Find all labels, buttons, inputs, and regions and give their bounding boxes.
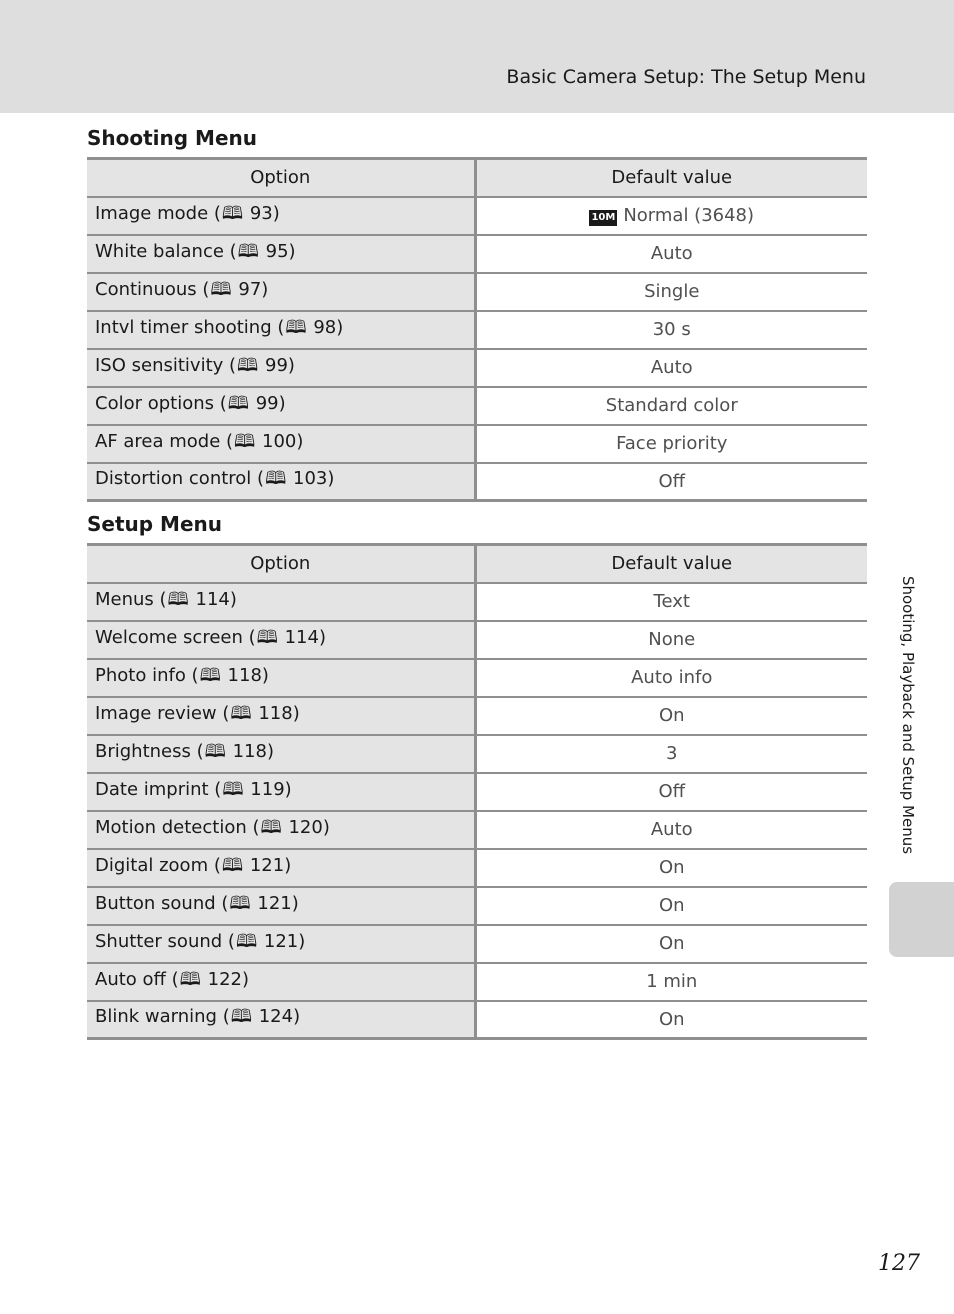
default-value-cell — [475, 811, 867, 849]
table-row — [87, 235, 867, 273]
option-label: AF area mode ( — [95, 430, 234, 452]
option-label: Blink warning ( — [95, 1006, 230, 1028]
option-label: Image mode ( — [95, 202, 221, 224]
default-value-cell — [475, 963, 867, 1001]
table-row — [87, 735, 867, 773]
header-title: Basic Camera Setup: The Setup Menu — [506, 66, 866, 88]
default-value: On — [658, 895, 685, 916]
default-value: Off — [658, 470, 686, 492]
side-tab-label: Shooting, Playback and Setup Menus — [899, 575, 917, 855]
page-reference: 95 — [265, 240, 289, 262]
option-label: Auto off ( — [95, 968, 179, 990]
page-reference: 121 — [263, 930, 299, 952]
option-label: ISO sensitivity ( — [95, 354, 237, 376]
default-value-cell — [475, 273, 867, 311]
default-value: On — [658, 1008, 685, 1030]
column-header-default-value: Default value — [475, 545, 867, 583]
book-reference-icon: 🕮 — [285, 316, 307, 338]
default-value: Auto — [650, 357, 693, 378]
setup-menu-rows — [87, 583, 867, 1039]
default-value-cell — [475, 621, 867, 659]
option-cell — [87, 235, 475, 273]
default-value-cell — [475, 735, 867, 773]
closing-parenthesis: ) — [292, 702, 300, 724]
closing-parenthesis: ) — [272, 202, 280, 224]
table-row — [87, 773, 867, 811]
book-reference-icon: 🕮 — [204, 740, 226, 762]
page-reference: 114 — [284, 626, 319, 648]
closing-parenthesis: ) — [293, 1006, 301, 1028]
default-value: 3 — [666, 743, 678, 764]
default-value: On — [658, 857, 685, 878]
page-reference: 97 — [238, 278, 262, 300]
book-reference-icon: 🕮 — [230, 702, 252, 724]
table-row — [87, 197, 867, 235]
default-value-cell — [475, 387, 867, 425]
page-reference: 114 — [195, 588, 230, 610]
default-value-cell — [475, 887, 867, 925]
closing-parenthesis: ) — [318, 626, 326, 648]
book-reference-icon: 🕮 — [235, 930, 258, 952]
table-header-row — [87, 159, 867, 197]
option-cell — [87, 735, 475, 773]
table-row — [87, 1001, 867, 1039]
book-reference-icon: 🕮 — [167, 588, 189, 610]
default-value: Normal (3648) — [623, 205, 755, 226]
book-reference-icon: 🕮 — [256, 626, 278, 648]
option-label: Button sound ( — [95, 892, 229, 914]
page-reference: 98 — [313, 316, 337, 338]
option-cell — [87, 849, 475, 887]
page-reference: 119 — [250, 778, 285, 800]
page-reference: 100 — [262, 430, 297, 452]
closing-parenthesis: ) — [266, 740, 274, 762]
default-value: Text — [653, 591, 690, 612]
option-cell — [87, 463, 475, 501]
closing-parenthesis: ) — [284, 854, 292, 876]
shooting-menu-rows — [87, 197, 867, 501]
table-row — [87, 583, 867, 621]
book-reference-icon: 🕮 — [227, 392, 249, 414]
page-reference: 124 — [258, 1006, 294, 1028]
page-reference: 93 — [249, 202, 273, 224]
default-value: On — [658, 705, 685, 726]
option-cell — [87, 659, 475, 697]
column-header-default-value: Default value — [475, 159, 867, 197]
closing-parenthesis: ) — [322, 816, 330, 838]
setup-menu-title: Setup Menu — [87, 512, 222, 536]
default-value: 30 s — [652, 319, 691, 340]
default-value-cell — [475, 197, 867, 235]
page-reference: 99 — [255, 392, 279, 414]
book-reference-icon: 🕮 — [229, 892, 251, 914]
option-label: Welcome screen ( — [95, 626, 256, 648]
option-label: White balance ( — [95, 240, 237, 262]
closing-parenthesis: ) — [229, 588, 237, 610]
option-cell — [87, 197, 475, 235]
closing-parenthesis: ) — [298, 930, 306, 952]
shooting-menu-title: Shooting Menu — [87, 126, 257, 150]
image-mode-10m-icon: 10M — [589, 210, 617, 226]
page-reference: 118 — [232, 740, 267, 762]
book-reference-icon: 🕮 — [237, 354, 259, 376]
book-reference-icon: 🕮 — [237, 240, 259, 262]
option-cell — [87, 425, 475, 463]
option-label: Intvl timer shooting ( — [95, 316, 285, 338]
default-value-cell — [475, 849, 867, 887]
table-row — [87, 349, 867, 387]
option-cell — [87, 963, 475, 1001]
table-header-row — [87, 545, 867, 583]
table-row — [87, 963, 867, 1001]
page-reference: 121 — [249, 854, 285, 876]
book-reference-icon: 🕮 — [260, 816, 282, 838]
closing-parenthesis: ) — [336, 316, 344, 338]
book-reference-icon: 🕮 — [221, 202, 244, 224]
option-cell — [87, 925, 475, 963]
default-value-cell — [475, 583, 867, 621]
option-cell — [87, 773, 475, 811]
option-label: Digital zoom ( — [95, 854, 221, 876]
default-value-cell — [475, 235, 867, 273]
book-reference-icon: 🕮 — [221, 854, 244, 876]
page-reference: 118 — [227, 664, 262, 686]
option-cell — [87, 349, 475, 387]
book-reference-icon: 🕮 — [234, 430, 256, 452]
table-row — [87, 463, 867, 501]
column-header-option: Option — [87, 545, 475, 583]
table-row — [87, 659, 867, 697]
page-reference: 118 — [258, 702, 293, 724]
closing-parenthesis: ) — [261, 278, 269, 300]
option-label: Motion detection ( — [95, 816, 260, 838]
option-label: Image review ( — [95, 702, 230, 724]
default-value: Auto — [650, 819, 693, 840]
closing-parenthesis: ) — [242, 968, 250, 990]
option-cell — [87, 697, 475, 735]
closing-parenthesis: ) — [287, 354, 295, 376]
closing-parenthesis: ) — [284, 778, 292, 800]
table-row — [87, 811, 867, 849]
option-label: Continuous ( — [95, 278, 210, 300]
table-row — [87, 425, 867, 463]
default-value-cell — [475, 659, 867, 697]
option-cell — [87, 621, 475, 659]
option-cell — [87, 887, 475, 925]
page-reference: 103 — [293, 468, 328, 490]
side-tab-marker — [889, 882, 954, 957]
page-reference: 122 — [207, 968, 242, 990]
option-label: Brightness ( — [95, 740, 204, 762]
default-value: 1 min — [646, 971, 698, 992]
table-row — [87, 925, 867, 963]
default-value-cell — [475, 349, 867, 387]
default-value-cell — [475, 773, 867, 811]
table-row — [87, 887, 867, 925]
default-value: Off — [658, 781, 686, 802]
table-row — [87, 621, 867, 659]
setup-menu-table — [87, 543, 867, 1040]
page-reference: 99 — [265, 354, 288, 376]
closing-parenthesis: ) — [261, 664, 269, 686]
table-row — [87, 387, 867, 425]
default-value: Auto — [650, 243, 693, 264]
option-cell — [87, 583, 475, 621]
closing-parenthesis: ) — [291, 892, 299, 914]
table-row — [87, 273, 867, 311]
option-cell — [87, 387, 475, 425]
option-label: Date imprint ( — [95, 778, 222, 800]
default-value-cell — [475, 425, 867, 463]
option-label: Shutter sound ( — [95, 930, 235, 952]
table-row — [87, 849, 867, 887]
option-cell — [87, 311, 475, 349]
book-reference-icon: 🕮 — [230, 1006, 252, 1028]
book-reference-icon: 🕮 — [222, 778, 244, 800]
closing-parenthesis: ) — [278, 392, 286, 414]
option-cell — [87, 811, 475, 849]
table-row — [87, 697, 867, 735]
default-value-cell — [475, 925, 867, 963]
book-reference-icon: 🕮 — [210, 278, 232, 300]
option-cell — [87, 1001, 475, 1039]
book-reference-icon: 🕮 — [179, 968, 201, 990]
option-label: Menus ( — [95, 588, 167, 610]
header-band — [0, 0, 954, 113]
default-value: None — [648, 629, 696, 650]
closing-parenthesis: ) — [296, 430, 304, 452]
book-reference-icon: 🕮 — [199, 664, 221, 686]
table-row — [87, 311, 867, 349]
default-value: Single — [644, 281, 700, 302]
default-value-cell — [475, 1001, 867, 1039]
default-value-cell — [475, 311, 867, 349]
default-value: Face priority — [616, 433, 728, 454]
default-value: Standard color — [605, 395, 738, 416]
default-value: Auto info — [631, 667, 713, 688]
closing-parenthesis: ) — [327, 468, 335, 490]
default-value-cell — [475, 463, 867, 501]
page-reference: 120 — [288, 816, 323, 838]
page-number: 127 — [878, 1251, 920, 1276]
column-header-option: Option — [87, 159, 475, 197]
option-label: Color options ( — [95, 392, 227, 414]
page-reference: 121 — [257, 892, 292, 914]
option-label: Distortion control ( — [95, 468, 265, 490]
closing-parenthesis: ) — [288, 240, 296, 262]
default-value: On — [658, 933, 685, 954]
option-cell — [87, 273, 475, 311]
shooting-menu-table — [87, 157, 867, 502]
option-label: Photo info ( — [95, 664, 199, 686]
book-reference-icon: 🕮 — [265, 468, 287, 490]
default-value-cell — [475, 697, 867, 735]
